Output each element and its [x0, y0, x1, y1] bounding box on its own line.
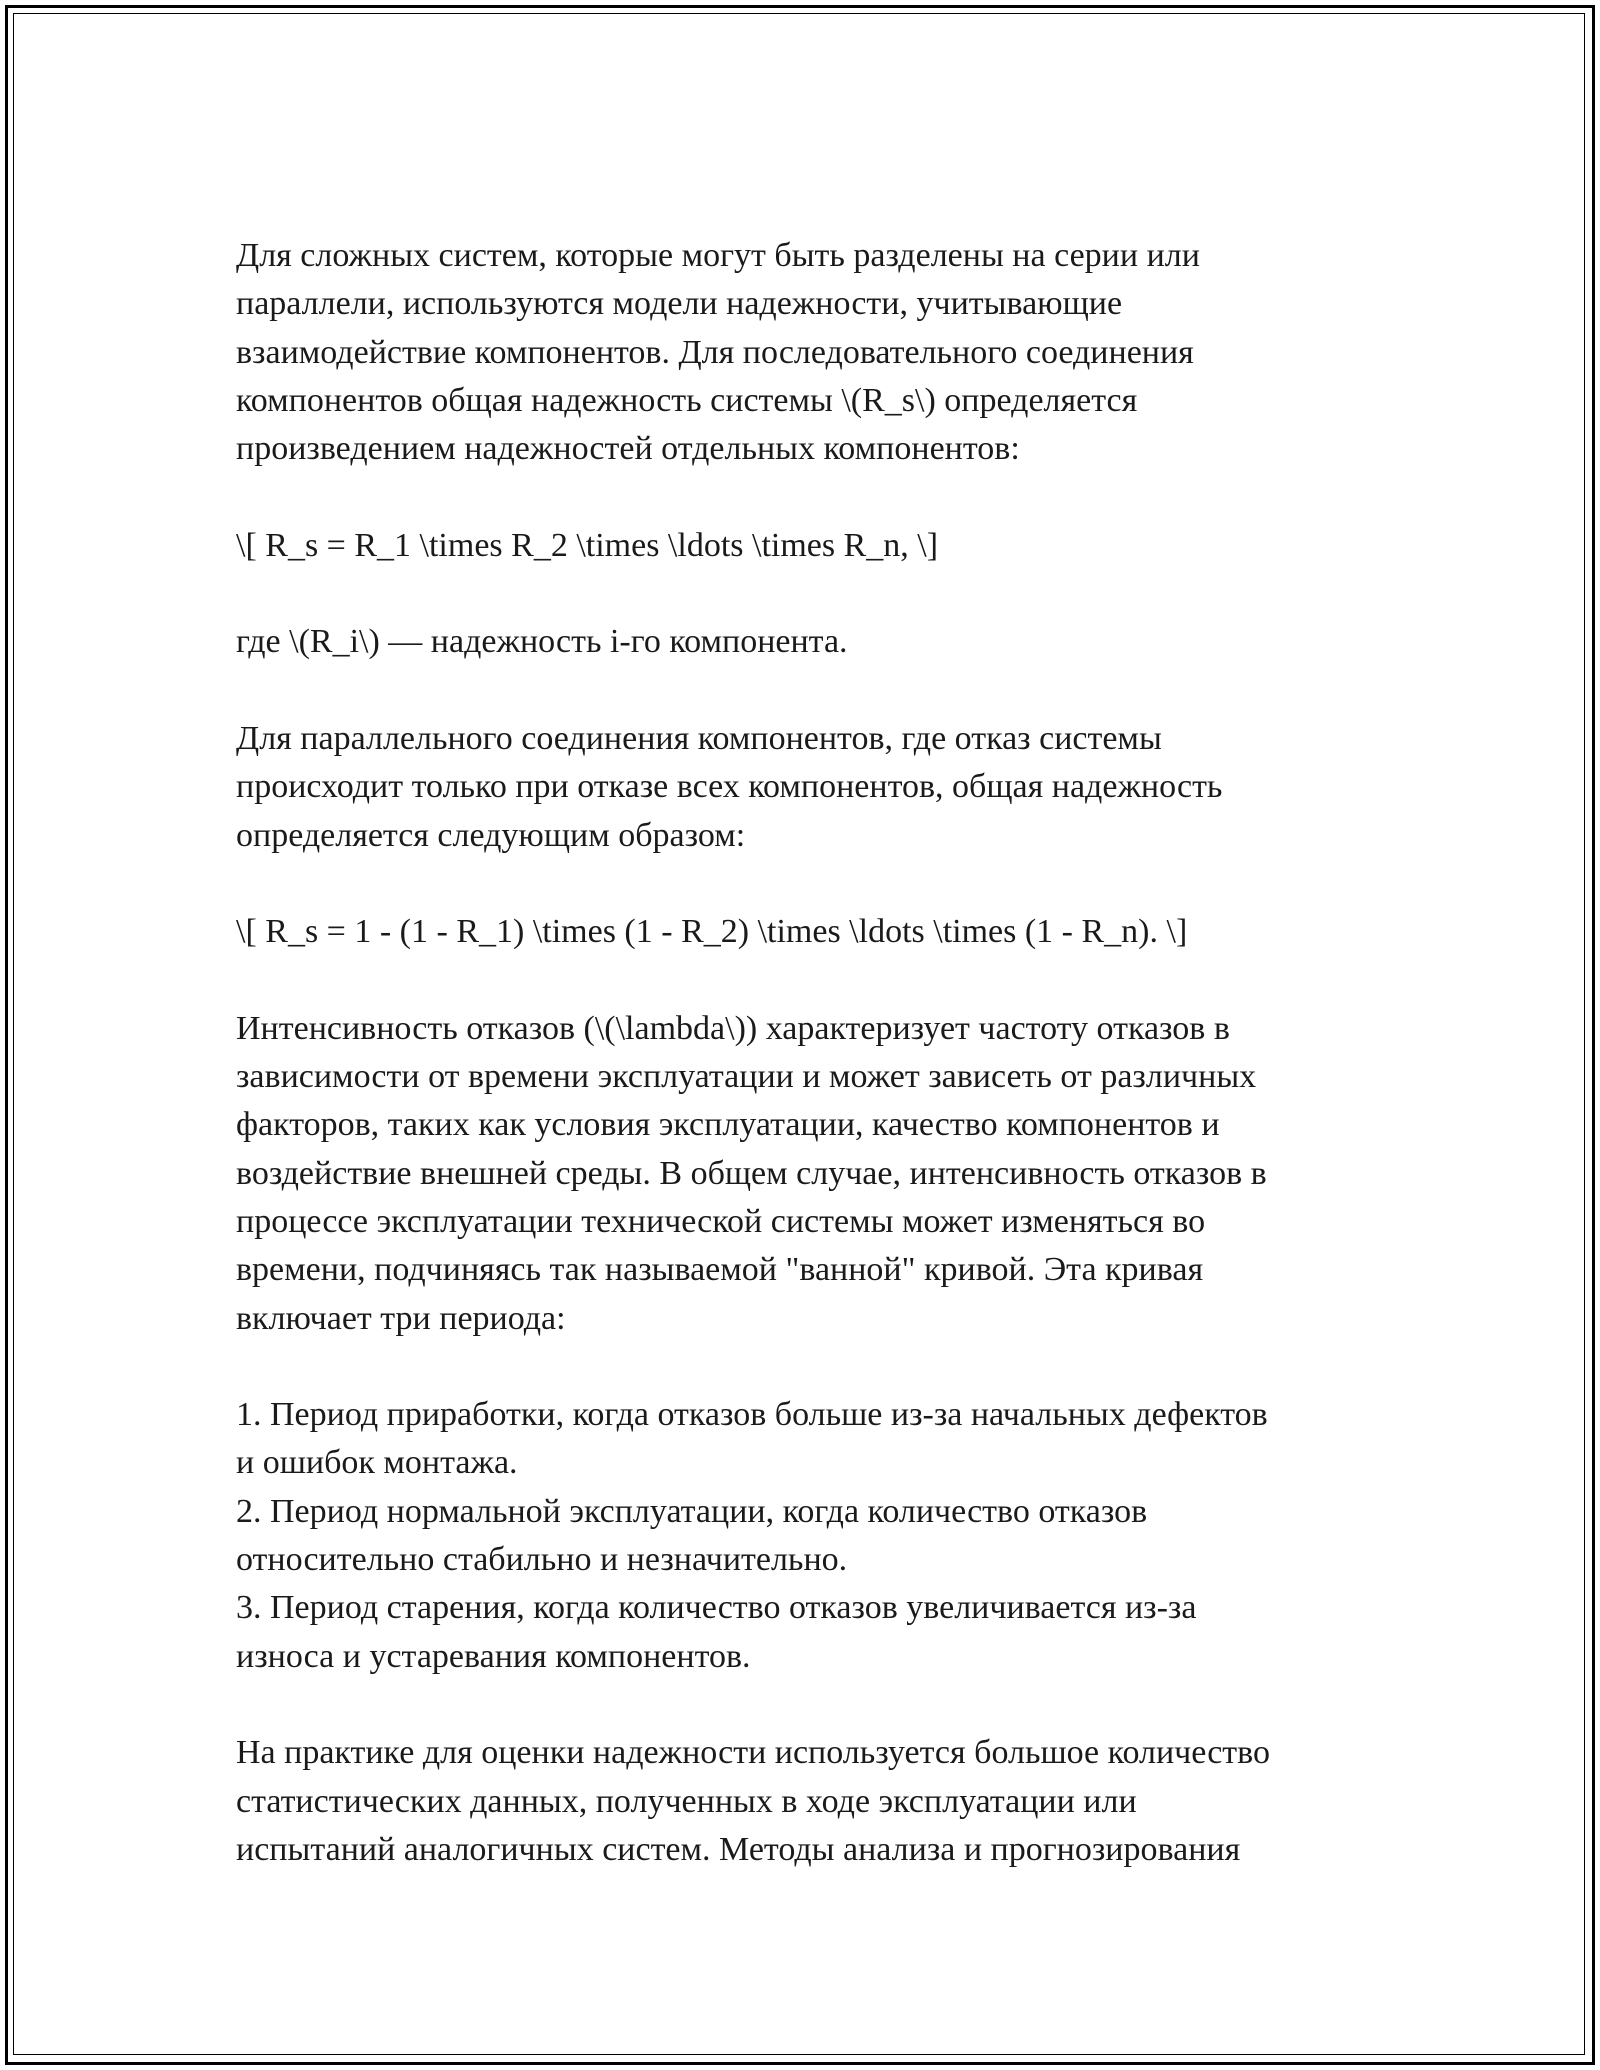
paragraph-series-intro: Для сложных систем, которые могут быть разделены на серии или параллели, используются модели надежности, учитывающие взаимодействие компонентов. Для последовательного соединения компонентов общая надежность системы \(R_s\) определяется произведением надежностей отдельных компонентов: — [236, 237, 1200, 468]
list-bathtub-periods: 1. Период приработки, когда отказов больше из-за начальных дефектов и ошибок монтажа. 2. Период нормальной эксплуатации, когда количество отказов относительно стабильно и незначительно. 3. Период старения, когда количество отказов увеличивается из-за износа и устаревания компонентов. — [236, 1396, 1268, 1675]
paragraph-where-ri: где \(R_i\) — надежность i-го компонента. — [236, 623, 848, 661]
formula-parallel-reliability: \[ R_s = 1 - (1 - R_1) \times (1 - R_2) \times \ldots \times (1 - R_n). \] — [236, 913, 1188, 951]
document-body — [236, 232, 1366, 1874]
formula-series-reliability: \[ R_s = R_1 \times R_2 \times \ldots \times R_n, \] — [236, 526, 939, 564]
paragraph-parallel-intro: Для параллельного соединения компонентов, где отказ системы происходит только при отказе всех компонентов, общая надежность определяется следующим образом: — [236, 719, 1223, 854]
paragraph-practice: На практике для оценки надежности используется большое количество статистических данных, полученных в ходе эксплуатации или испытаний аналогичных систем. Методы анализа и прогнозирования — [236, 1734, 1270, 1868]
paragraph-failure-rate: Интенсивность отказов (\(\lambda\)) характеризует частоту отказов в зависимости от времени эксплуатации и может зависеть от различных факторов, таких как условия эксплуатации, качество компонентов и воздействие внешней среды. В общем случае, интенсивность отказов в процессе эксплуатации технической системы может изменяться во времени, подчиняясь так называемой "ванной" кривой. Эта кривая включает три периода: — [236, 1009, 1267, 1337]
